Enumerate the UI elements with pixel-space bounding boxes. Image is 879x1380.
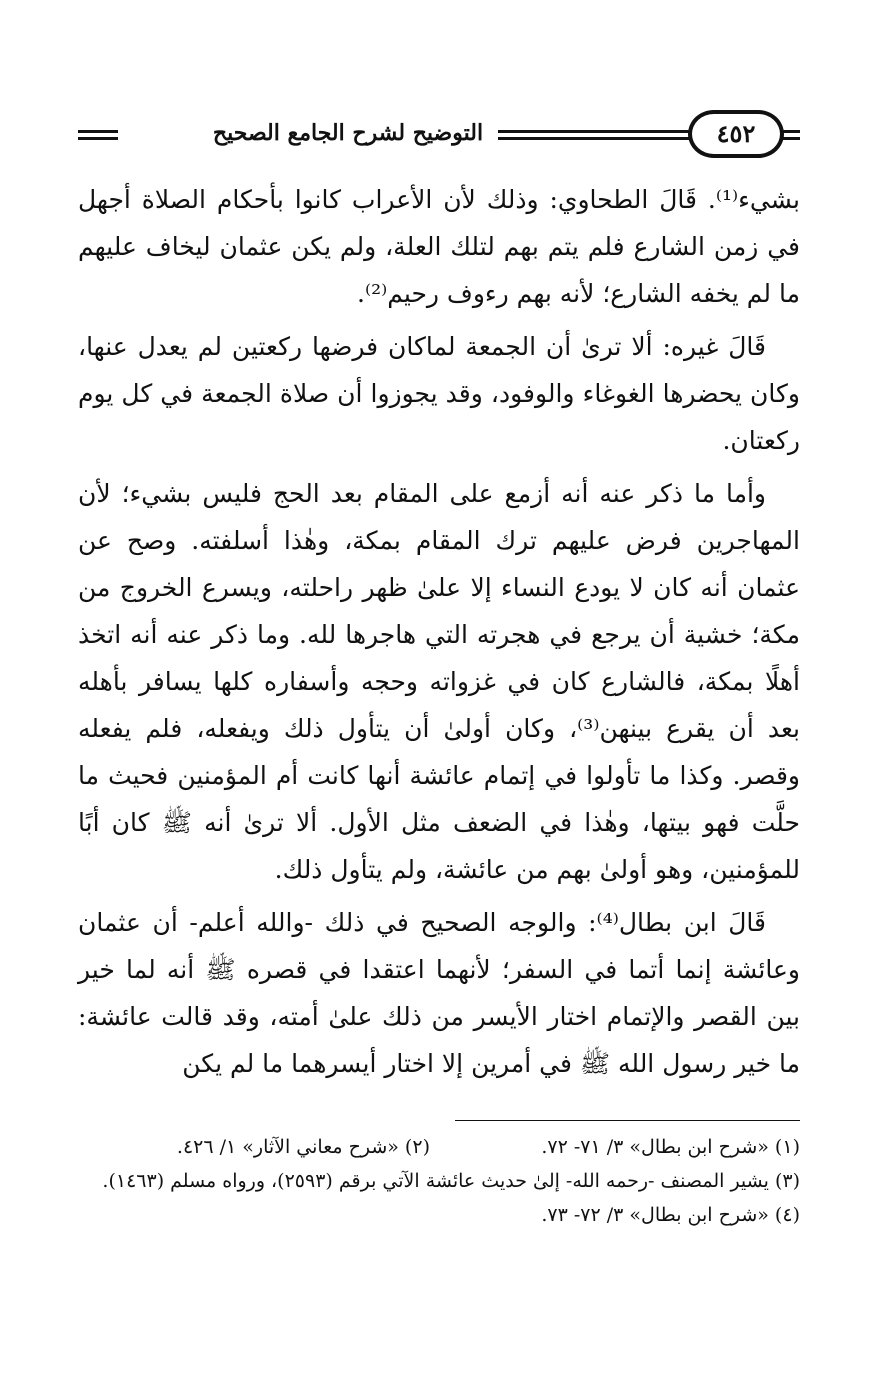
footnote-2: (٢) «شرح معاني الآثار» ١/ ٤٢٦. (176, 1136, 430, 1158)
footnote-1: (١) «شرح ابن بطال» ٣/ ٧١- ٧٢. (541, 1136, 800, 1158)
footnotes (78, 1130, 800, 1232)
footnote-row (78, 1130, 800, 1164)
main-text (78, 176, 800, 1093)
page-number: ٤٥٢ (688, 110, 784, 158)
header-rule-right (782, 130, 800, 140)
footnote-separator (455, 1120, 800, 1121)
paragraph: وأما ما ذكر عنه أنه أزمع على المقام بعد الحج فليس بشيء؛ لأن المهاجرين فرض عليهم ترك المقام بمكة، وهٰذا أسلفته. وصح عن عثمان أنه كان لا يودع النساء إلا علىٰ ظهر راحلته، ويسرع الخروج من مكة؛ خشية أن يرجع في هجرته التي هاجرها لله. وما ذكر عنه أنه اتخذ أهلًا بمكة، فالشارع كان في غزواته وحجه وأسفاره كلها يسافر بأهله بعد أن يقرع بينهن⁽³⁾، وكان أولىٰ أن يتأول ذلك ويفعله، فلم يفعله وقصر. وكذا ما تأولوا في إتمام عائشة أنها كانت أم المؤمنين فحيث ما حلَّت فهو بيتها، وهٰذا في الضعف مثل الأول. ألا ترىٰ أنه ﷺ كان أبًا للمؤمنين، وهو أولىٰ بهم من عائشة، ولم يتأول ذلك. (78, 479, 801, 884)
paragraph: قَالَ ابن بطال⁽⁴⁾: والوجه الصحيح في ذلك -والله أعلم- أن عثمان وعائشة إنما أتما في السفر؛ لأنهما اعتقدا في قصره ﷺ أنه لما خير بين القصر والإتمام اختار الأيسر من ذلك علىٰ أمته، وقد قالت عائشة: ما خير رسول الله ﷺ في أمرين إلا اختار أيسرهما ما لم يكن (78, 908, 800, 1078)
header-rule-middle (498, 130, 690, 140)
paragraph: بشيء⁽¹⁾. قَالَ الطحاوي: وذلك لأن الأعراب كانوا بأحكام الصلاة أجهل في زمن الشارع فلم يتم بهم لتلك العلة، ولم يكن عثمان ليخاف عليهم ما لم يخفه الشارع؛ لأنه بهم رءوف رحيم⁽²⁾. (78, 185, 800, 308)
paragraph: قَالَ غيره: ألا ترىٰ أن الجمعة لماكان فرضها ركعتين لم يعدل عنها، وكان يحضرها الغوغاء والوفود، وقد يجوزوا أن صلاة الجمعة في كل يوم ركعتان. (78, 332, 800, 455)
footnote-3: (٣) يشير المصنف -رحمه الله- إلىٰ حديث عائشة الآتي برقم (٢٥٩٣)، ورواه مسلم (١٤٦٣). (102, 1170, 800, 1192)
running-title: التوضيح لشرح الجامع الصحيح (212, 120, 484, 146)
page-header (78, 104, 800, 166)
header-rule-left (78, 130, 118, 140)
footnote-4: (٤) «شرح ابن بطال» ٣/ ٧٢- ٧٣. (541, 1204, 800, 1226)
